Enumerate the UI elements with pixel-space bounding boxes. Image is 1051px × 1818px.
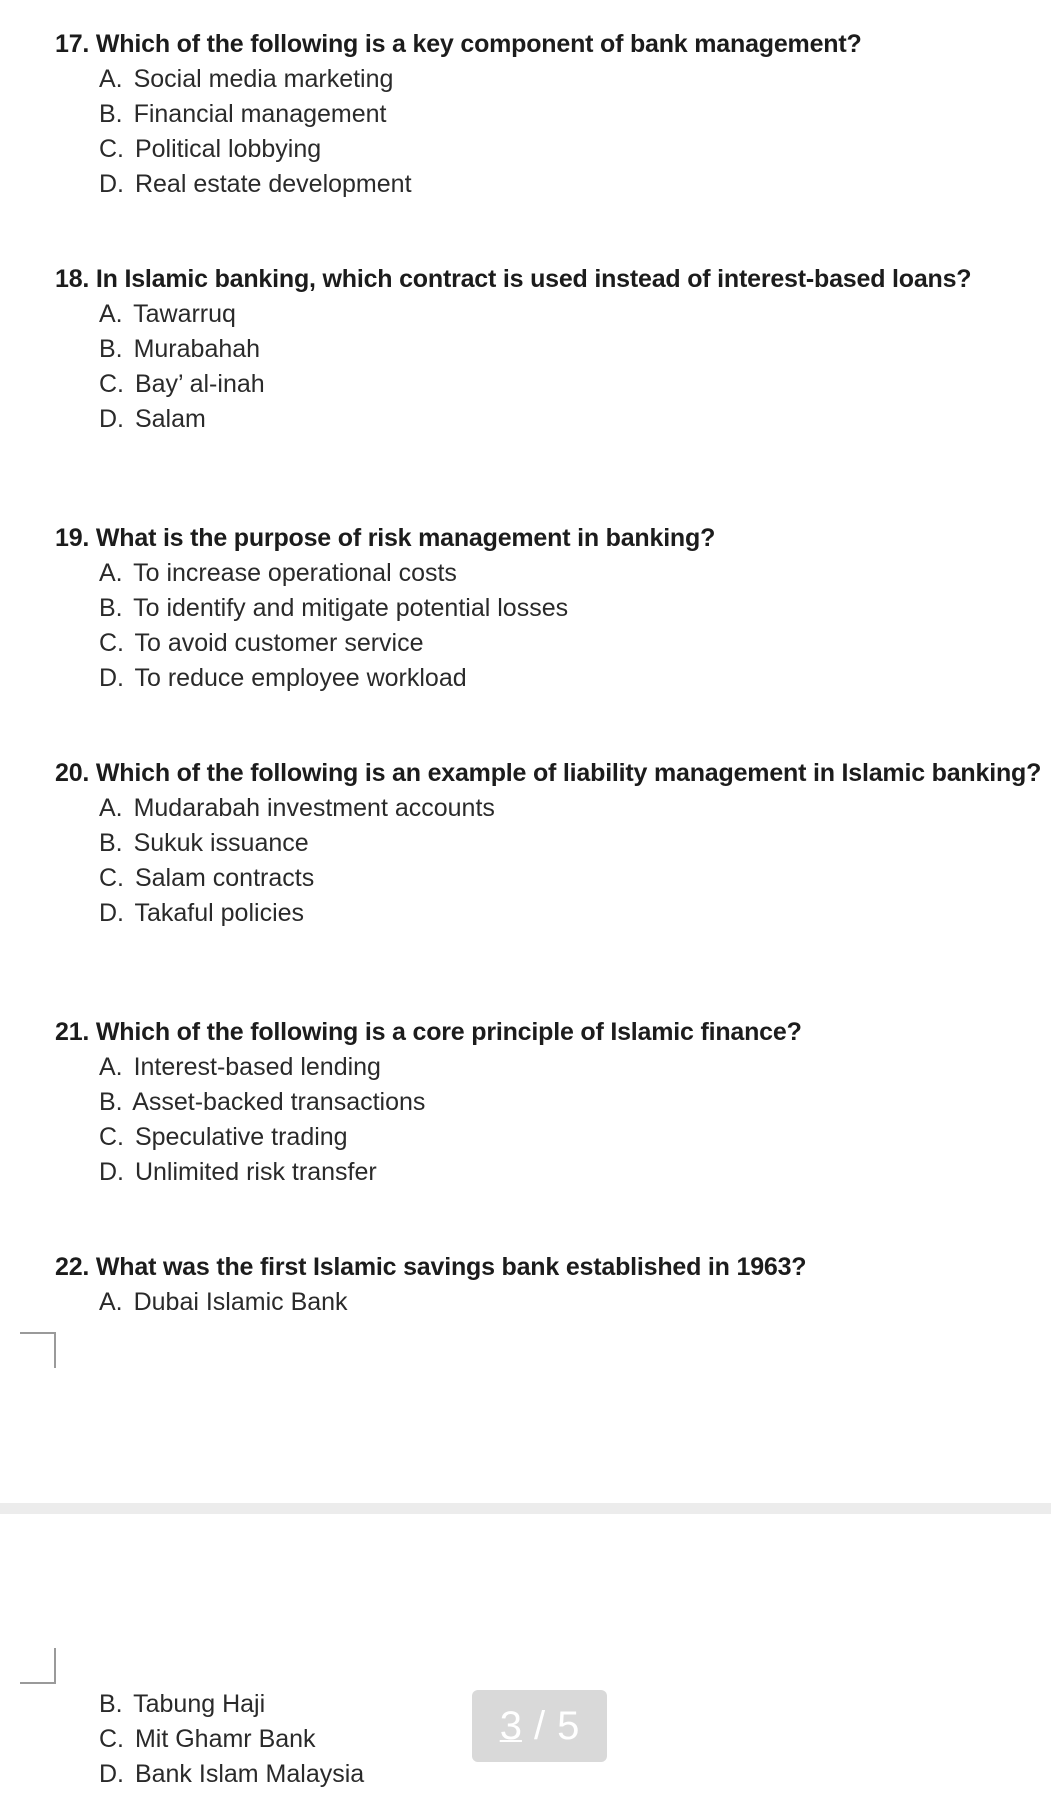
page-corner-mark <box>20 1648 56 1684</box>
option-c <box>99 1725 316 1754</box>
option-c <box>99 629 424 658</box>
option-letter: D. <box>99 405 124 433</box>
option-text: To reduce employee workload <box>134 664 467 692</box>
total-pages-number: 5 <box>557 1703 580 1748</box>
option-c <box>99 135 321 164</box>
option-text: Salam contracts <box>134 864 315 892</box>
option-b <box>99 829 309 858</box>
option-text: Bay’ al-inah <box>134 370 265 398</box>
option-text: Real estate development <box>134 170 412 198</box>
option-text: Mit Ghamr Bank <box>134 1725 316 1753</box>
option-letter: C. <box>99 864 124 892</box>
option-letter: C. <box>99 1725 124 1753</box>
option-letter: A. <box>99 65 123 93</box>
option-letter: D. <box>99 664 124 692</box>
option-a <box>99 65 393 94</box>
option-text: To identify and mitigate potential losses <box>133 594 569 622</box>
option-text: Political lobbying <box>134 135 322 163</box>
option-letter: B. <box>99 1690 123 1718</box>
option-letter: C. <box>99 370 124 398</box>
option-text: Dubai Islamic Bank <box>133 1288 348 1316</box>
option-text: Sukuk issuance <box>133 829 309 857</box>
option-text: Social media marketing <box>133 65 394 93</box>
option-letter: C. <box>99 135 124 163</box>
page-corner-mark <box>20 1332 56 1368</box>
option-text: Speculative trading <box>134 1123 348 1151</box>
option-text: Tawarruq <box>133 300 236 328</box>
option-c <box>99 370 265 399</box>
option-b <box>99 100 387 129</box>
option-b <box>99 1690 265 1719</box>
option-text: Bank Islam Malaysia <box>134 1760 365 1788</box>
option-d <box>99 1760 364 1789</box>
option-text: Takaful policies <box>134 899 305 927</box>
option-text: Mudarabah investment accounts <box>133 794 495 822</box>
option-text: Murabahah <box>133 335 261 363</box>
option-d <box>99 405 206 434</box>
option-letter: B. <box>99 829 123 857</box>
option-letter: B. <box>99 100 123 128</box>
page-indicator[interactable] <box>472 1690 607 1762</box>
option-b <box>99 335 260 364</box>
option-b <box>99 594 568 623</box>
option-letter: A. <box>99 1288 123 1316</box>
question-text: 22. What was the first Islamic savings bank established in 1963? <box>55 1253 807 1281</box>
option-letter: B. <box>99 1088 123 1116</box>
option-letter: B. <box>99 594 123 622</box>
option-b <box>99 1088 425 1117</box>
question-text: 21. Which of the following is a core principle of Islamic finance? <box>55 1018 802 1046</box>
option-c <box>99 1123 348 1152</box>
option-letter: D. <box>99 1760 124 1788</box>
option-d <box>99 170 412 199</box>
option-letter: D. <box>99 899 124 927</box>
question-text: 18. In Islamic banking, which contract is used instead of interest-based loans? <box>55 265 972 293</box>
option-a <box>99 1053 381 1082</box>
option-a <box>99 559 457 588</box>
option-letter: A. <box>99 300 123 328</box>
current-page-number: 3 <box>499 1703 522 1748</box>
question-text: 20. Which of the following is an example of liability management in Islamic banking? <box>55 759 1042 787</box>
option-letter: D. <box>99 1158 124 1186</box>
option-text: Asset-backed transactions <box>132 1088 426 1116</box>
option-text: To avoid customer service <box>134 629 424 657</box>
option-c <box>99 864 314 893</box>
option-letter: A. <box>99 559 123 587</box>
option-letter: D. <box>99 170 124 198</box>
option-text: To increase operational costs <box>133 559 457 587</box>
option-a <box>99 1288 348 1317</box>
option-d <box>99 899 304 928</box>
option-letter: A. <box>99 794 123 822</box>
question-text: 19. What is the purpose of risk management in banking? <box>55 524 716 552</box>
option-letter: B. <box>99 335 123 363</box>
option-d <box>99 664 467 693</box>
option-letter: A. <box>99 1053 123 1081</box>
option-letter: C. <box>99 1123 124 1151</box>
option-a <box>99 300 236 329</box>
option-d <box>99 1158 377 1187</box>
option-text: Salam <box>134 405 206 433</box>
option-text: Unlimited risk transfer <box>134 1158 377 1186</box>
option-letter: C. <box>99 629 124 657</box>
question-text: 17. Which of the following is a key component of bank management? <box>55 30 862 58</box>
page-separator <box>0 1503 1051 1514</box>
page-separator-slash: / <box>533 1703 546 1748</box>
option-text: Interest-based lending <box>133 1053 381 1081</box>
option-a <box>99 794 495 823</box>
option-text: Financial management <box>133 100 387 128</box>
option-text: Tabung Haji <box>133 1690 266 1718</box>
